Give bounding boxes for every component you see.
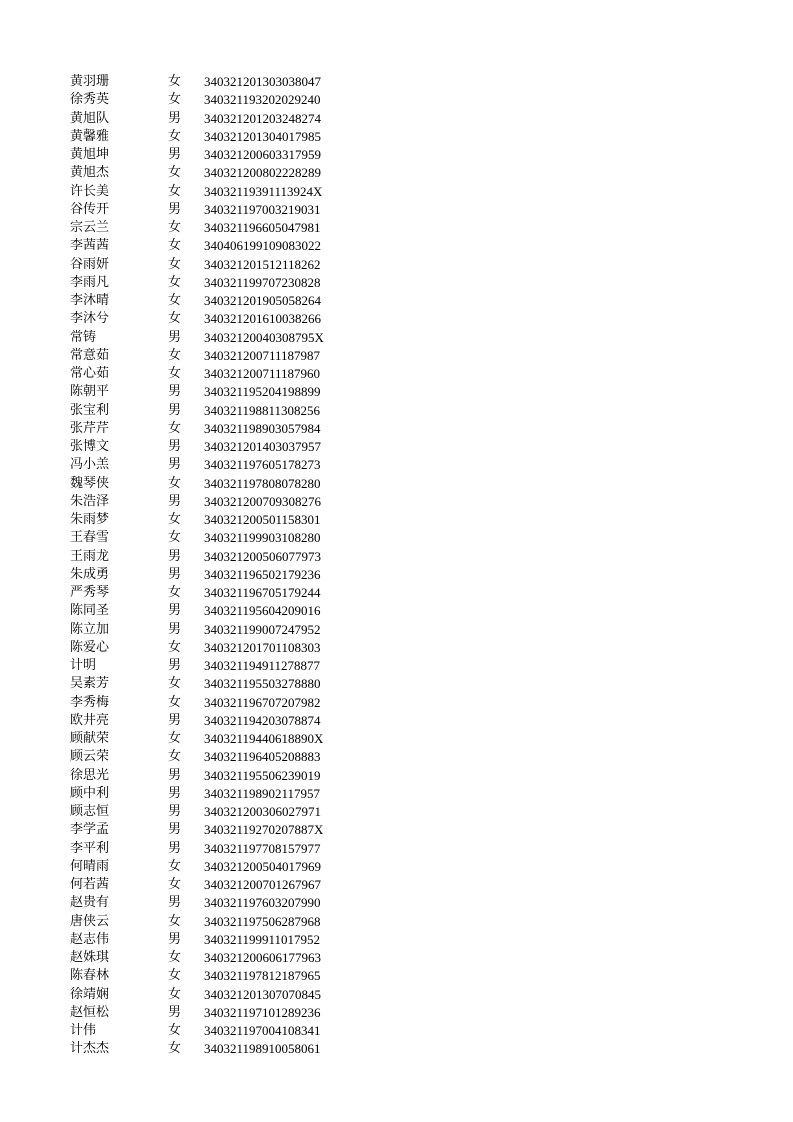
table-row: [70, 913, 370, 931]
name-cell: 徐思光: [70, 767, 110, 783]
id-number-cell: 340321197605178273: [204, 457, 321, 473]
gender-cell: 男: [168, 384, 182, 400]
id-number-cell: 340321198902117957: [204, 785, 321, 801]
gender-cell: 女: [168, 913, 182, 929]
table-row: [70, 329, 370, 347]
gender-cell: 女: [168, 92, 182, 108]
table-row: [70, 1040, 370, 1058]
id-number-cell: 340321199903108280: [204, 530, 321, 546]
table-row: [70, 1004, 370, 1022]
id-number-cell: 340321193202029240: [204, 92, 321, 108]
table-row: [70, 438, 370, 456]
table-row: [70, 164, 370, 182]
gender-cell: 女: [168, 220, 182, 235]
id-number-cell: 340321197101289236: [204, 1004, 321, 1020]
id-number-cell: 340321195506239019: [204, 767, 321, 783]
gender-cell: 男: [168, 439, 182, 454]
id-number-cell: 340321201701108303: [204, 639, 321, 655]
gender-cell: 女: [168, 749, 182, 765]
id-number-cell: 340321201307070845: [204, 986, 321, 1002]
table-row: [70, 475, 370, 493]
table-row: [70, 128, 370, 146]
gender-cell: 男: [168, 603, 182, 619]
name-cell: 陈同圣: [70, 603, 110, 619]
id-number-cell: 340321197808078280: [204, 475, 321, 491]
name-cell: 赵志伟: [70, 931, 110, 947]
name-cell: 朱雨梦: [70, 512, 110, 527]
id-number-cell: 34032119270207887X: [204, 822, 324, 838]
name-cell: 谷雨妍: [70, 256, 110, 272]
name-cell: 魏琴侠: [70, 475, 110, 491]
id-number-cell: 340321200504017969: [204, 858, 321, 874]
gender-cell: 男: [168, 110, 182, 126]
gender-cell: 女: [168, 694, 182, 710]
name-cell: 黄羽珊: [70, 74, 110, 89]
id-number-cell: 340321197004108341: [204, 1023, 321, 1038]
table-row: [70, 894, 370, 912]
gender-cell: 女: [168, 347, 182, 363]
name-cell: 常意茹: [70, 347, 110, 363]
gender-cell: 男: [168, 1004, 182, 1020]
gender-cell: 女: [168, 676, 182, 692]
gender-cell: 女: [168, 512, 182, 527]
gender-cell: 男: [168, 566, 182, 582]
name-cell: 王雨龙: [70, 548, 110, 564]
table-row: [70, 91, 370, 109]
gender-cell: 男: [168, 457, 182, 473]
gender-cell: 男: [168, 931, 182, 947]
gender-cell: 男: [168, 895, 182, 911]
name-cell: 唐侠云: [70, 913, 110, 929]
name-cell: 计杰杰: [70, 1041, 110, 1057]
gender-cell: 女: [168, 585, 182, 600]
gender-cell: 女: [168, 530, 182, 546]
table-row: [70, 548, 370, 566]
table-row: [70, 949, 370, 967]
gender-cell: 男: [168, 201, 182, 217]
name-cell: 顾志恒: [70, 804, 110, 819]
gender-cell: 女: [168, 731, 182, 746]
gender-cell: 女: [168, 475, 182, 491]
table-row: [70, 621, 370, 639]
name-cell: 常铸: [70, 329, 97, 345]
gender-cell: 女: [168, 858, 182, 874]
name-cell: 计明: [70, 658, 97, 673]
table-row: [70, 383, 370, 401]
name-cell: 张宝利: [70, 402, 110, 418]
name-cell: 许长美: [70, 183, 110, 199]
name-cell: 陈春林: [70, 968, 110, 984]
id-number-cell: 340321200501158301: [204, 512, 321, 527]
table-row: [70, 584, 370, 602]
table-row: [70, 566, 370, 584]
table-row: [70, 803, 370, 821]
gender-cell: 女: [168, 986, 182, 1002]
id-number-cell: 340321199911017952: [204, 931, 321, 947]
gender-cell: 女: [168, 639, 182, 655]
id-number-cell: 340321199007247952: [204, 621, 321, 637]
gender-cell: 女: [168, 74, 182, 89]
gender-cell: 女: [168, 165, 182, 181]
name-cell: 常心茹: [70, 366, 110, 381]
gender-cell: 男: [168, 548, 182, 564]
table-row: [70, 219, 370, 237]
name-cell: 黄馨雅: [70, 128, 110, 144]
table-row: [70, 730, 370, 748]
table-row: [70, 785, 370, 803]
id-number-cell: 340321198903057984: [204, 420, 321, 436]
gender-cell: 女: [168, 1023, 182, 1038]
name-cell: 徐秀英: [70, 92, 110, 108]
table-row: [70, 146, 370, 164]
table-row: [70, 639, 370, 657]
gender-cell: 女: [168, 293, 182, 308]
id-number-cell: 34032120040308795X: [204, 329, 324, 345]
id-number-cell: 340321197003219031: [204, 201, 321, 217]
name-cell: 计伟: [70, 1023, 97, 1038]
table-row: [70, 493, 370, 511]
gender-cell: 女: [168, 128, 182, 144]
name-cell: 张博文: [70, 439, 110, 454]
id-number-cell: 340321201304017985: [204, 128, 321, 144]
id-number-cell: 340321197708157977: [204, 840, 321, 856]
table-row: [70, 675, 370, 693]
gender-cell: 男: [168, 329, 182, 345]
id-number-cell: 340321195503278880: [204, 676, 321, 692]
table-row: [70, 274, 370, 292]
name-cell: 张芹芹: [70, 420, 110, 436]
gender-cell: 女: [168, 274, 182, 290]
id-number-cell: 340321196405208883: [204, 749, 321, 765]
table-row: [70, 347, 370, 365]
table-row: [70, 402, 370, 420]
gender-cell: 男: [168, 804, 182, 819]
name-cell: 朱浩泽: [70, 493, 110, 509]
table-row: [70, 256, 370, 274]
name-cell: 陈爱心: [70, 639, 110, 655]
table-row: [70, 110, 370, 128]
name-cell: 赵姝琪: [70, 950, 110, 965]
id-number-cell: 340321200306027971: [204, 804, 321, 819]
gender-cell: 女: [168, 238, 182, 254]
gender-cell: 男: [168, 621, 182, 637]
id-number-cell: 340321196502179236: [204, 566, 321, 582]
name-cell: 赵恒松: [70, 1004, 110, 1020]
name-cell: 欧井亮: [70, 712, 110, 728]
gender-cell: 女: [168, 366, 182, 381]
gender-cell: 男: [168, 147, 182, 162]
table-row: [70, 420, 370, 438]
name-cell: 李雨凡: [70, 274, 110, 290]
table-row: [70, 1022, 370, 1040]
gender-cell: 男: [168, 493, 182, 509]
gender-cell: 男: [168, 822, 182, 838]
table-row: [70, 712, 370, 730]
id-number-cell: 340406199109083022: [204, 238, 321, 254]
gender-cell: 女: [168, 183, 182, 199]
table-row: [70, 986, 370, 1004]
name-cell: 何若茜: [70, 877, 110, 892]
gender-cell: 女: [168, 968, 182, 984]
id-number-cell: 34032119391113924X: [204, 183, 323, 199]
id-number-cell: 340321198811308256: [204, 402, 321, 418]
id-number-cell: 340321201905058264: [204, 293, 321, 308]
gender-cell: 男: [168, 840, 182, 856]
name-cell: 朱成勇: [70, 566, 110, 582]
id-number-cell: 340321194203078874: [204, 712, 321, 728]
id-number-cell: 340321200603317959: [204, 147, 321, 162]
name-cell: 李秀梅: [70, 694, 110, 710]
id-number-cell: 340321201512118262: [204, 256, 321, 272]
id-number-cell: 340321198910058061: [204, 1041, 321, 1057]
id-number-cell: 340321201203248274: [204, 110, 321, 126]
id-number-cell: 340321197812187965: [204, 968, 321, 984]
gender-cell: 女: [168, 256, 182, 272]
name-cell: 李沐晴: [70, 293, 110, 308]
gender-cell: 男: [168, 402, 182, 418]
name-cell: 徐靖娴: [70, 986, 110, 1002]
table-row: [70, 931, 370, 949]
name-cell: 黄旭坤: [70, 147, 110, 162]
id-number-cell: 340321200711187987: [204, 347, 321, 363]
table-row: [70, 511, 370, 529]
id-number-cell: 340321199707230828: [204, 274, 321, 290]
roster-table: [70, 73, 370, 1059]
name-cell: 黄旭杰: [70, 165, 110, 181]
gender-cell: 女: [168, 311, 182, 327]
name-cell: 李平利: [70, 840, 110, 856]
table-row: [70, 858, 370, 876]
table-row: [70, 365, 370, 383]
table-row: [70, 237, 370, 255]
id-number-cell: 340321200701267967: [204, 877, 321, 892]
id-number-cell: 340321196707207982: [204, 694, 321, 710]
table-row: [70, 602, 370, 620]
id-number-cell: 340321197603207990: [204, 895, 321, 911]
table-row: [70, 529, 370, 547]
name-cell: 陈朝平: [70, 384, 110, 400]
id-number-cell: 340321195604209016: [204, 603, 321, 619]
name-cell: 赵贵有: [70, 895, 110, 911]
id-number-cell: 340321201610038266: [204, 311, 321, 327]
id-number-cell: 340321200711187960: [204, 366, 321, 381]
name-cell: 顾云荣: [70, 749, 110, 765]
name-cell: 李学孟: [70, 822, 110, 838]
id-number-cell: 340321196705179244: [204, 585, 321, 600]
name-cell: 顾中利: [70, 785, 110, 801]
table-row: [70, 657, 370, 675]
name-cell: 何晴雨: [70, 858, 110, 874]
id-number-cell: 340321200606177963: [204, 950, 321, 965]
name-cell: 王春雪: [70, 530, 110, 546]
name-cell: 黄旭队: [70, 110, 110, 126]
gender-cell: 男: [168, 712, 182, 728]
name-cell: 李沐兮: [70, 311, 110, 327]
id-number-cell: 340321200709308276: [204, 493, 321, 509]
id-number-cell: 340321200802228289: [204, 165, 321, 181]
table-row: [70, 840, 370, 858]
name-cell: 谷传开: [70, 201, 110, 217]
id-number-cell: 340321197506287968: [204, 913, 321, 929]
table-row: [70, 767, 370, 785]
table-row: [70, 73, 370, 91]
table-row: [70, 183, 370, 201]
table-row: [70, 821, 370, 839]
gender-cell: 女: [168, 1041, 182, 1057]
name-cell: 冯小羔: [70, 457, 110, 473]
gender-cell: 男: [168, 658, 182, 673]
name-cell: 李茜茜: [70, 238, 110, 254]
table-row: [70, 456, 370, 474]
name-cell: 陈立加: [70, 621, 110, 637]
id-number-cell: 34032119440618890X: [204, 731, 324, 746]
id-number-cell: 340321194911278877: [204, 658, 321, 673]
name-cell: 宗云兰: [70, 220, 110, 235]
table-row: [70, 876, 370, 894]
gender-cell: 男: [168, 785, 182, 801]
table-row: [70, 748, 370, 766]
name-cell: 顾献荣: [70, 731, 110, 746]
id-number-cell: 340321195204198899: [204, 384, 321, 400]
name-cell: 严秀琴: [70, 585, 110, 600]
table-row: [70, 310, 370, 328]
table-row: [70, 201, 370, 219]
id-number-cell: 340321201303038047: [204, 74, 321, 89]
table-row: [70, 292, 370, 310]
table-row: [70, 694, 370, 712]
gender-cell: 女: [168, 950, 182, 965]
id-number-cell: 340321201403037957: [204, 439, 321, 454]
gender-cell: 男: [168, 767, 182, 783]
gender-cell: 女: [168, 420, 182, 436]
table-row: [70, 967, 370, 985]
gender-cell: 女: [168, 877, 182, 892]
name-cell: 吴素芳: [70, 676, 110, 692]
id-number-cell: 340321196605047981: [204, 220, 321, 235]
id-number-cell: 340321200506077973: [204, 548, 321, 564]
